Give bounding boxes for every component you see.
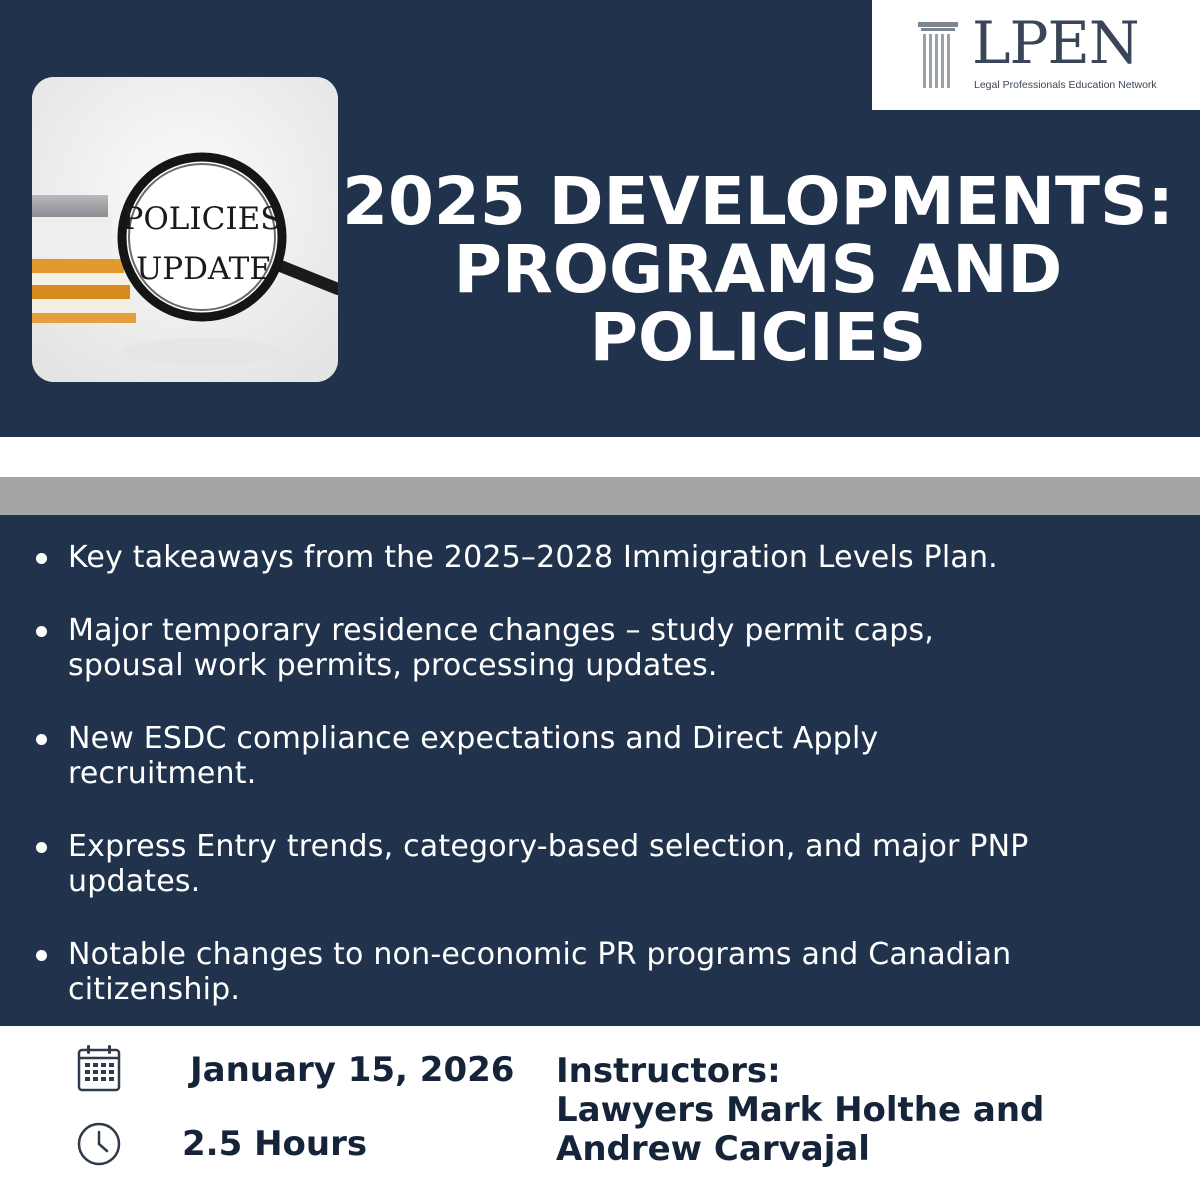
list-item-text: Key takeaways from the 2025–2028 Immigration Levels Plan.: [68, 540, 998, 575]
bullet-icon: [36, 842, 47, 853]
lens-text-line1: POLICIES: [122, 201, 282, 237]
logo-subtitle: Legal Professionals Education Network: [974, 79, 1157, 91]
logo: [872, 0, 1200, 110]
magnifier-illustration: [32, 77, 338, 382]
title-line-3: POLICIES: [589, 299, 927, 376]
list-item-text: Notable changes to non-economic PR programs and Canadian: [68, 937, 1012, 972]
bullet-icon: [36, 950, 47, 961]
policies-update-photo: [32, 77, 338, 382]
divider-white: [0, 437, 1200, 477]
takeaway-list: [34, 540, 1194, 1045]
instructors-names-line1: Lawyers Mark Holthe and: [556, 1090, 1045, 1130]
list-item-text: Express Entry trends, category-based selection, and major PNP: [68, 829, 1029, 864]
bullet-icon: [36, 626, 47, 637]
divider-grey: [0, 477, 1200, 515]
lens-text-line2: UPDATE: [136, 251, 272, 287]
title-line-1: 2025 DEVELOPMENTS:: [342, 163, 1174, 240]
event-duration: 2.5 Hours: [182, 1124, 368, 1164]
list-item: [34, 937, 1194, 1007]
logo-wordmark: LPEN: [972, 9, 1139, 77]
bullet-icon: [36, 734, 47, 745]
pillar-icon: [918, 22, 958, 88]
clock-icon: [76, 1121, 122, 1167]
list-item-text-cont: spousal work permits, processing updates.: [68, 648, 718, 683]
list-item-text: New ESDC compliance expectations and Direct Apply: [68, 721, 879, 756]
instructors-heading: Instructors:: [556, 1051, 781, 1091]
event-date: January 15, 2026: [190, 1050, 515, 1090]
page-title: [338, 163, 1178, 376]
calendar-icon: [77, 1044, 121, 1092]
list-item-text: Major temporary residence changes – study permit caps,: [68, 613, 935, 648]
list-item: [34, 829, 1194, 899]
instructors-names-line2: Andrew Carvajal: [556, 1129, 870, 1169]
bullet-icon: [36, 553, 47, 564]
list-item: [34, 613, 1194, 683]
list-item-text-cont: recruitment.: [68, 756, 257, 791]
list-item: [34, 540, 1194, 575]
list-item-text-cont: updates.: [68, 864, 201, 899]
list-item: [34, 721, 1194, 791]
title-line-2: PROGRAMS AND: [453, 231, 1063, 308]
instructors-block: [556, 1052, 1176, 1169]
list-item-text-cont: citizenship.: [68, 972, 241, 1007]
